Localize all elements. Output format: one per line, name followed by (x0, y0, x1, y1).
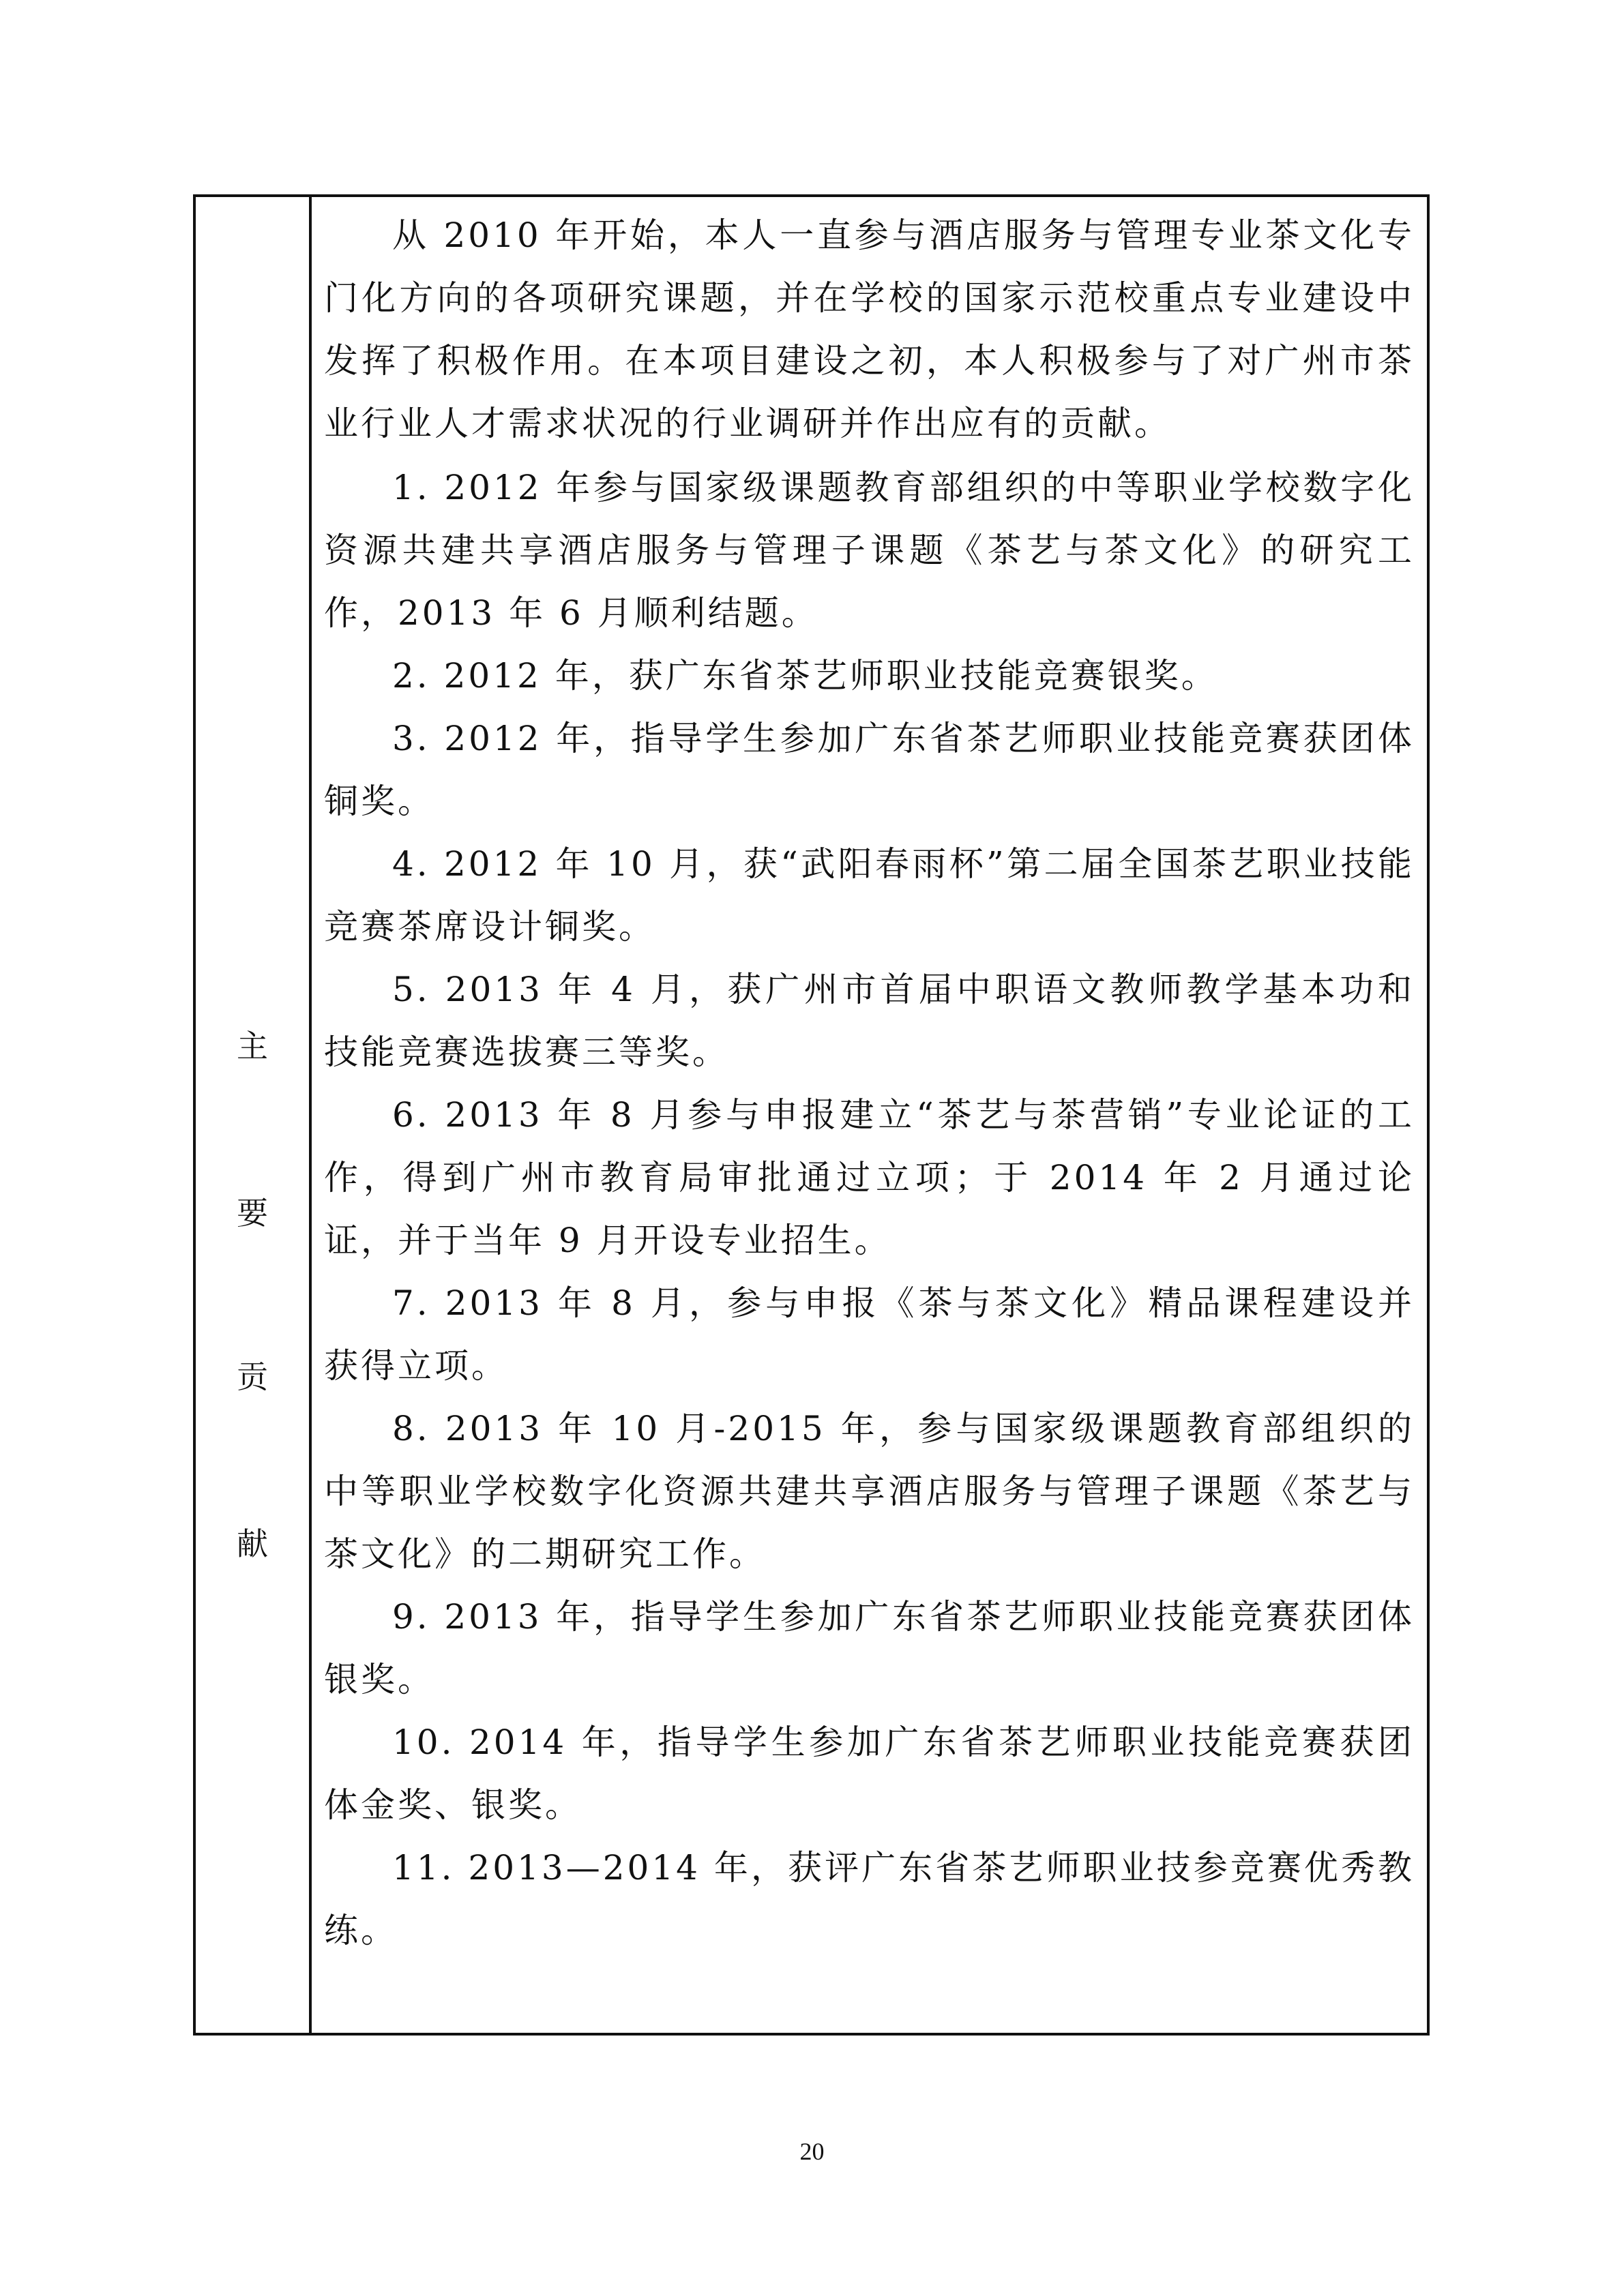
contribution-item: 7. 2013 年 8 月，参与申报《茶与茶文化》精品课程建设并获得立项。 (324, 1283, 1415, 1386)
contribution-item: 8. 2013 年 10 月-2015 年，参与国家级课题教育部组织的中等职业学校数字化资源共建共享酒店服务与管理子课题《茶艺与茶文化》的二期研究工作。 (324, 1409, 1415, 1574)
contribution-item: 3. 2012 年，指导学生参加广东省茶艺师职业技能竞赛获团体铜奖。 (324, 719, 1415, 821)
label-char-4: 献 (237, 1525, 268, 1562)
contribution-item: 6. 2013 年 8 月参与申报建立“茶艺与茶营销”专业论证的工作，得到广州市教育局审批通过立项；于 2014 年 2 月通过论证，并于当年 9 月开设专业招生。 (324, 1095, 1415, 1260)
intro-paragraph: 从 2010 年开始，本人一直参与酒店服务与管理专业茶文化专门化方向的各项研究课题，并在学校的国家示范校重点专业建设中发挥了积极作用。在本项目建设之初，本人积极参与了对广州市茶业行业人才需求状况的行业调研并作出应有的贡献。 (324, 215, 1415, 443)
page-number: 20 (799, 2138, 825, 2165)
contribution-item: 2. 2012 年，获广东省茶艺师职业技能竞赛银奖。 (392, 656, 1218, 696)
label-char-3: 贡 (237, 1358, 268, 1395)
label-char-2: 要 (237, 1195, 268, 1232)
contribution-item: 4. 2012 年 10 月，获“武阳春雨杯”第二届全国茶艺职业技能竞赛茶席设计铜奖。 (324, 844, 1415, 946)
contribution-item: 10. 2014 年，指导学生参加广东省茶艺师职业技能竞赛获团体金奖、银奖。 (324, 1723, 1415, 1825)
table-label-column (196, 197, 312, 2033)
table-content-column (312, 197, 1427, 2033)
contribution-item: 5. 2013 年 4 月，获广州市首届中职语文教师教学基本功和技能竞赛选拔赛三等奖。 (324, 970, 1415, 1072)
contribution-item: 1. 2012 年参与国家级课题教育部组织的中等职业学校数字化资源共建共享酒店服务与管理子课题《茶艺与茶文化》的研究工作，2013 年 6 月顺利结题。 (324, 468, 1415, 633)
contribution-item: 9. 2013 年，指导学生参加广东省茶艺师职业技能竞赛获团体银奖。 (324, 1597, 1415, 1699)
contribution-table (193, 194, 1430, 2036)
label-char-1: 主 (237, 1028, 268, 1064)
contribution-item: 11. 2013—2014 年，获评广东省茶艺师职业技参竞赛优秀教练。 (324, 1848, 1415, 1950)
